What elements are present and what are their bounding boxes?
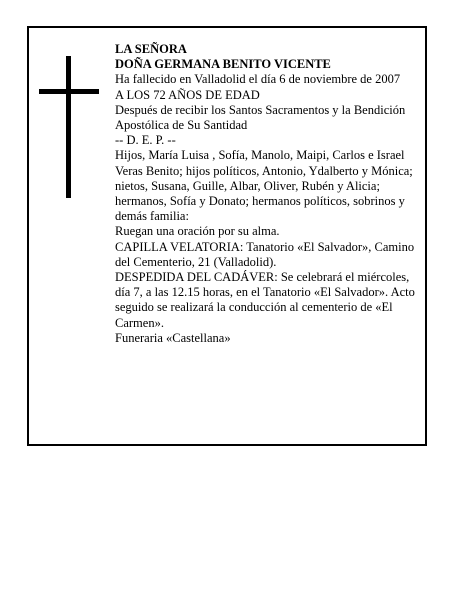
prayer-request: Ruegan una oración por su alma. (115, 224, 280, 239)
age-line: A LOS 72 AÑOS DE EDAD (115, 87, 260, 102)
cross-vertical-bar (66, 56, 71, 198)
cross-icon (39, 56, 99, 198)
family-list: Hijos, María Luisa , Sofía, Manolo, Maipi, Carlos e Israel Veras Benito; hijos políticos, Antonio, Ydalberto y Mónica; nietos, Susana, Guille, Albar, Oliver, Rubén y Alicia; hermanos, Sofía y Donato; hermanos políticos, sobrinos y demás familia: (115, 148, 413, 224)
farewell-info: DESPEDIDA DEL CADÁVER: Se celebrará el miércoles, día 7, a las 12.15 horas, en el Tanatorio «El Salvador». Acto seguido se realizará la conducción al cementerio de «El Carmen». (115, 270, 415, 330)
sacraments-line: Después de recibir los Santos Sacramentos y la Bendición Apostólica de Su Santidad (115, 102, 406, 133)
deceased-name: DOÑA GERMANA BENITO VICENTE (115, 57, 331, 72)
title-line: LA SEÑORA (115, 42, 187, 56)
death-announcement: Ha fallecido en Valladolid el día 6 de noviembre de 2007 (115, 72, 401, 87)
obituary-notice (27, 26, 427, 446)
funeral-home: Funeraria «Castellana» (115, 330, 231, 345)
cross-horizontal-bar (39, 89, 99, 94)
wake-info: CAPILLA VELATORIA: Tanatorio «El Salvador», Camino del Cementerio, 21 (Valladolid). (115, 239, 415, 269)
rip-line: -- D. E. P. -- (115, 133, 176, 148)
obituary-text (115, 42, 421, 346)
